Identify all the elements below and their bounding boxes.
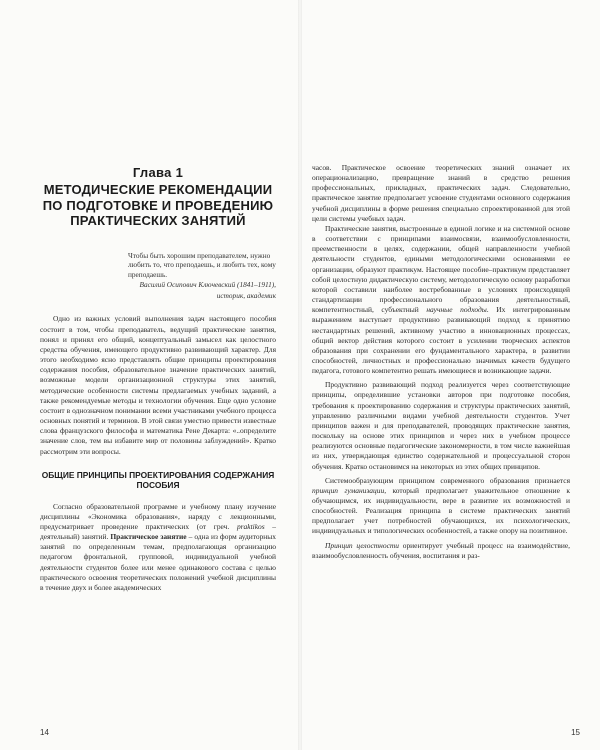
chapter-heading — [40, 165, 276, 229]
right-paragraph-4 — [312, 476, 570, 537]
left-paragraph-2 — [40, 502, 276, 593]
page-number-left: 14 — [40, 728, 49, 737]
p2-start: Согласно образовательной программе и учебному плану изучение дисциплины «Экономика образования», наряду с лекционными, предусматривает проведение практических (от греч. — [40, 501, 276, 531]
right-paragraph-3: Продуктивно развивающий подход реализуется через соответствующие принципы, определившие установки авторов при подготовке пособия, требования к проектированию содержания и структуры практических занятий, управлению различными видами учебной деятельности студентов. Учет принципов важен и для преподавателей, проводящих практические занятия, поскольку на основе этих принципов и через них в учебном процессе реализуются основные педагогические закономерности, в том числе важнейшая из них, утверждающая единство содержательной и процессуальной сторон обучения. Кратко остановимся на некоторых из этих общих принципов. — [312, 380, 570, 471]
p2-mid: – деятельный) занятий. — [40, 521, 277, 542]
section-title: ОБЩИЕ ПРИНЦИПЫ ПРОЕКТИРОВАНИЯ СОДЕРЖАНИЯ ПОСОБИЯ — [41, 469, 275, 491]
p4-start: Системообразующим принципом современного образования признается — [325, 475, 570, 485]
right-paragraph-2 — [312, 224, 570, 376]
right-paragraph-1: часов. Практическое освоение теоретических знаний означает их операционализацию, превращение знаний в средство решения профессиональных, прикладных, практических задач. Следовательно, практическое занятие предполагает усвоение студентами основного содержания учебной дисциплины в форме решения специально спроектированной для этой цели системы учебных задач. — [312, 163, 570, 223]
p2b: . Их интегрированным выражением выступает продуктивно развивающий подход к принятию нестандартных решений, активному участию в инновационных процессах, общий вектор действия которого состоит в усилении творческих аспектов образования при сохранении его фундаментального характера, в развитии способностей, личностных и профессионально значимых качеств будущего педагога, готового компетентно решать имеющиеся и возникающие задачи. — [312, 305, 570, 376]
p4-end: , который предполагает уважительное отношение к обучающимся, их индивидуальности, вере в развитие их возможностей и способностей. Реализация принципа в системе практических занятий предполагает учет потребностей обучающихся, их психологических, индивидуальных и типологических особенностей, а также опору на позитивное. — [312, 485, 570, 536]
p2-greek-term: praktikos — [236, 521, 265, 531]
chapter-number: Глава 1 — [132, 165, 184, 180]
chapter-title: МЕТОДИЧЕСКИЕ РЕКОМЕНДАЦИИ ПО ПОДГОТОВКЕ И ПРОВЕДЕНИЮ ПРАКТИЧЕСКИХ ЗАНЯТИЙ — [42, 182, 274, 228]
p2-italic: научные подходы — [426, 305, 487, 315]
right-paragraph-5 — [312, 541, 570, 561]
p5-italic: Принцип целостности — [325, 540, 399, 550]
page-number-right: 15 — [571, 728, 580, 737]
p2a: Практические занятия, выстроенные в единой логике и на системной основе в соответствии с принципами взаимосвязи, взаимообусловленности, преемственности в целях, содержании, общей направленности учебной деятельности студентов, едиными методологическими основаниями ее организации, образуют практикум. Настоящее пособие–практикум представляет собой целостную дидактическую систему, методологическую основу разработки которой составили наиболее востребованные в условиях происходящей стандартизации профессионального образования деятельностный, компетентностный, субъектный — [312, 223, 570, 315]
p5-end: ориентирует учебный процесс на взаимодействие, взаимообусловленность обучения, воспитания и раз- — [312, 540, 570, 560]
p4-italic: принцип гуманизации — [312, 485, 385, 495]
left-paragraph-1: Одно из важных условий выполнения задач настоящего пособия состоит в том, чтобы преподаватель, ведущий практические занятия, понял и принял его общий, концептуальный замысел как целостного средства обучения, имеющего продуктивно развивающий характер. Для этого необходимо ясно представлять общие принципы проектирования содержания пособия, образовательное значение практических занятий, возможные модели организационной структуры этих занятий, методические особенности системы предлагаемых учебных заданий, а также рекомендуемые методы и технологии обучения. Еще одно условие состоит в однозначном понимании всеми участниками учебного процесса основных понятий и терминов. В этой связи уместно привести известные слова французского философа и математика Рене Декарта: «..определите значение слов, тем вы избавите мир от половины заблуждений». Кратко рассмотрим эти вопросы. — [40, 314, 276, 456]
p2-defined-term: Практическое занятие — [110, 532, 187, 542]
right-page — [302, 0, 600, 750]
epigraph-quote: Чтобы быть хорошим преподавателем, нужно любить то, что преподаешь, и любить тех, кому преподаешь. — [128, 250, 276, 279]
left-page — [0, 0, 298, 750]
epigraph-author: Василий Осипович Ключевский (1841–1911), — [139, 280, 276, 290]
epigraph-role: историк, академик — [216, 290, 276, 300]
p2-end: – одна из форм аудиторных занятий по определенным темам, предполагающая организацию педагогом фронтальной, групповой, индивидуальной учебной деятельности студентов более или менее одинакового состава с целью практического освоения теоретических положений учебной дисциплины в течение двух и более академических — [40, 532, 277, 592]
epigraph — [126, 251, 276, 301]
